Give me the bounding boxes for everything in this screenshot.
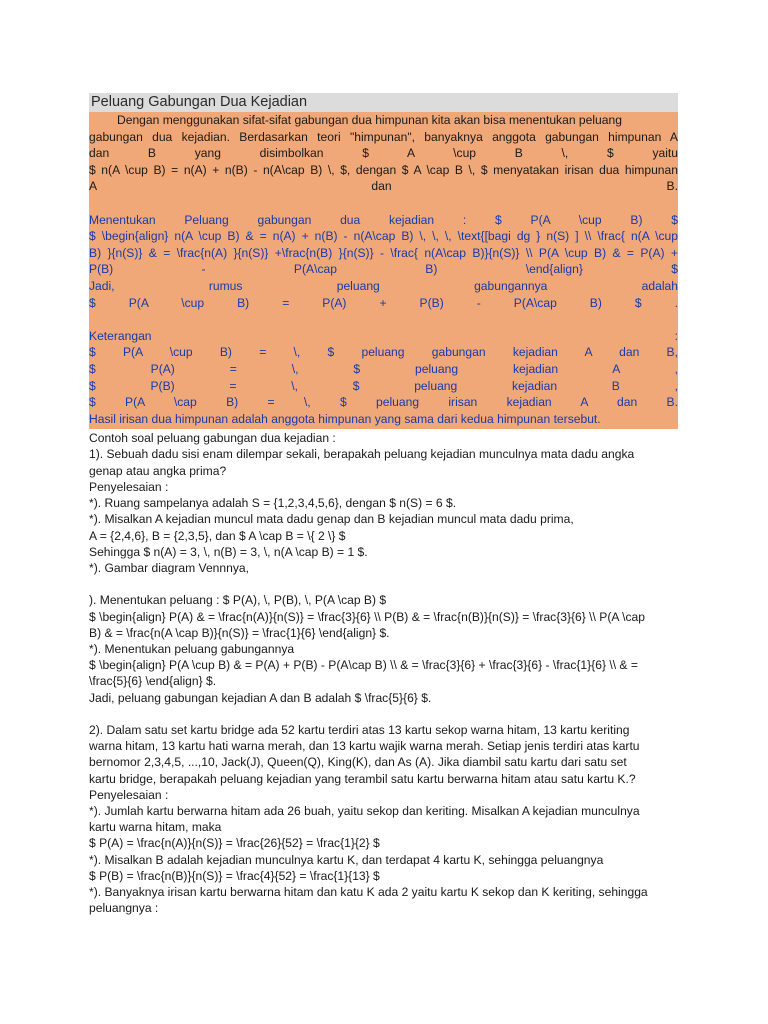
body-line: Jadi, peluang gabungan kejadian A dan B adalah $ \frac{5}{6} $. [89, 690, 432, 705]
definition-line: $ P(A \cup B) = \, $ peluang gabungan kejadian A dan B, [89, 345, 678, 360]
body-line: *). Banyaknya irisan kartu berwarna hitam dan katu K ada 2 yaitu kartu K sekop dan K keriting, sehingga [89, 884, 648, 899]
definition-line: Hasil irisan dua himpunan adalah anggota himpunan yang sama dari kedua himpunan tersebut. [89, 411, 601, 426]
document-content [89, 93, 678, 916]
body-line: peluangnya : [89, 901, 159, 916]
definition-line: $ \begin{align} n(A \cup B) & = n(A) + n(B) - n(A\cap B) \, \, \, \text{[bagi dg } n(S) ] \\ \frac{ n(A \cup [89, 229, 678, 244]
definition-line: B) }{n(S)} & = \frac{n(A) }{n(S)} +\frac{n(B) }{n(S)} - \frac{ n(A\cap B)}{n(S)} \\ P(A \cup B) & = P(A) + [89, 245, 678, 260]
body-line: *). Misalkan A kejadian muncul mata dadu genap dan B kejadian muncul mata dadu prima, [89, 512, 574, 527]
body-line: *). Jumlah kartu berwarna hitam ada 26 buah, yaitu sekop dan keriting. Misalkan A kejadian munculnya [89, 803, 640, 818]
definition-line: dan B yang disimbolkan $ A \cup B \, $ yaitu [89, 146, 678, 161]
definition-line: Keterangan : [89, 328, 678, 343]
body-line: *). Misalkan B adalah kejadian munculnya kartu K, dan terdapat 4 kartu K, sehingga peluangnya [89, 852, 604, 867]
definition-line: $ P(A \cap B) = \, $ peluang irisan kejadian A dan B. [89, 395, 678, 410]
body-line: Penyelesaian : [89, 787, 169, 802]
definition-line: Menentukan Peluang gabungan dua kejadian : $ P(A \cup B) $ [89, 212, 678, 227]
definition-line: $ P(A) = \, $ peluang kejadian A , [89, 361, 678, 376]
definition-line: P(B) - P(A\cap B) \end{align} $ [89, 262, 678, 277]
definition-line: Jadi, rumus peluang gabungannya adalah [89, 278, 678, 293]
body-line: bernomor 2,3,4,5, ...,10, Jack(J), Queen(Q), King(K), dan As (A). Jika diambil satu kartu dari satu set [89, 755, 627, 770]
body-line: Penyelesaian : [89, 479, 169, 494]
body-line: genap atau angka prima? [89, 463, 227, 478]
definition-line: gabungan dua kejadian. Berdasarkan teori "himpunan", banyaknya anggota gabungan himpunan A [89, 129, 678, 144]
definition-box [89, 112, 678, 429]
definition-line: $ P(A \cup B) = P(A) + P(B) - P(A\cap B) $ . [89, 295, 678, 310]
definition-line: $ P(B) = \, $ peluang kejadian B , [89, 378, 678, 393]
body-line: $ \begin{align} P(A) & = \frac{n(A)}{n(S)} = \frac{3}{6} \\ P(B) & = \frac{n(B)}{n(S)} = \frac{3}{6} \\ P(A \cap [89, 609, 645, 624]
body-line: $ P(A) = \frac{n(A)}{n(S)} = \frac{26}{52} = \frac{1}{2} $ [89, 836, 380, 851]
body-line: *). Gambar diagram Vennnya, [89, 560, 249, 575]
body-line: $ P(B) = \frac{n(B)}{n(S)} = \frac{4}{52} = \frac{1}{13} $ [89, 868, 380, 883]
body-line: B) & = \frac{n(A \cap B)}{n(S)} = \frac{1}{6} \end{align} $. [89, 625, 390, 640]
body-line: A = {2,4,6}, B = {2,3,5}, dan $ A \cap B = \{ 2 \} $ [89, 528, 346, 543]
blank-line [89, 195, 678, 212]
example-body [89, 429, 678, 916]
definition-line: A dan B. [89, 179, 678, 194]
body-line: *). Ruang sampelanya adalah S = {1,2,3,4,5,6}, dengan $ n(S) = 6 $. [89, 496, 457, 511]
body-line: kartu bridge, berapakah peluang kejadian yang terambil satu kartu berwarna hitam atau satu kartu K.? [89, 771, 636, 786]
body-line: kartu warna hitam, maka [89, 820, 222, 835]
section-title: Peluang Gabungan Dua Kejadian [89, 93, 678, 112]
blank-line [89, 311, 678, 328]
body-line: Contoh soal peluang gabungan dua kejadian : [89, 431, 336, 446]
body-line: ). Menentukan peluang : $ P(A), \, P(B), \, P(A \cap B) $ [89, 593, 387, 608]
blank-line [89, 576, 678, 592]
body-line: Sehingga $ n(A) = 3, \, n(B) = 3, \, n(A \cap B) = 1 $. [89, 544, 368, 559]
body-line: *). Menentukan peluang gabungannya [89, 641, 295, 656]
definition-line: $ n(A \cup B) = n(A) + n(B) - n(A\cap B) \, $, dengan $ A \cap B \, $ menyatakan irisan dua himpunan [89, 162, 678, 177]
body-line: 2). Dalam satu set kartu bridge ada 52 kartu terdiri atas 13 kartu sekop warna hitam, 13 kartu keriting [89, 722, 630, 737]
definition-line: Dengan menggunakan sifat-sifat gabungan dua himpunan kita akan bisa menentukan peluang [117, 113, 622, 127]
body-line: \frac{5}{6} \end{align} $. [89, 674, 217, 689]
body-line: 1). Sebuah dadu sisi enam dilempar sekali, berapakah peluang kejadian munculnya mata dadu angka [89, 447, 635, 462]
blank-line [89, 706, 678, 722]
body-line: warna hitam, 13 kartu hati warna merah, dan 13 kartu wajik warna merah. Setiap jenis terdiri atas kartu [89, 739, 640, 754]
body-line: $ \begin{align} P(A \cup B) & = P(A) + P(B) - P(A\cap B) \\ & = \frac{3}{6} + \frac{3}{6} - \frac{1}{6} \\ & = [89, 658, 638, 673]
